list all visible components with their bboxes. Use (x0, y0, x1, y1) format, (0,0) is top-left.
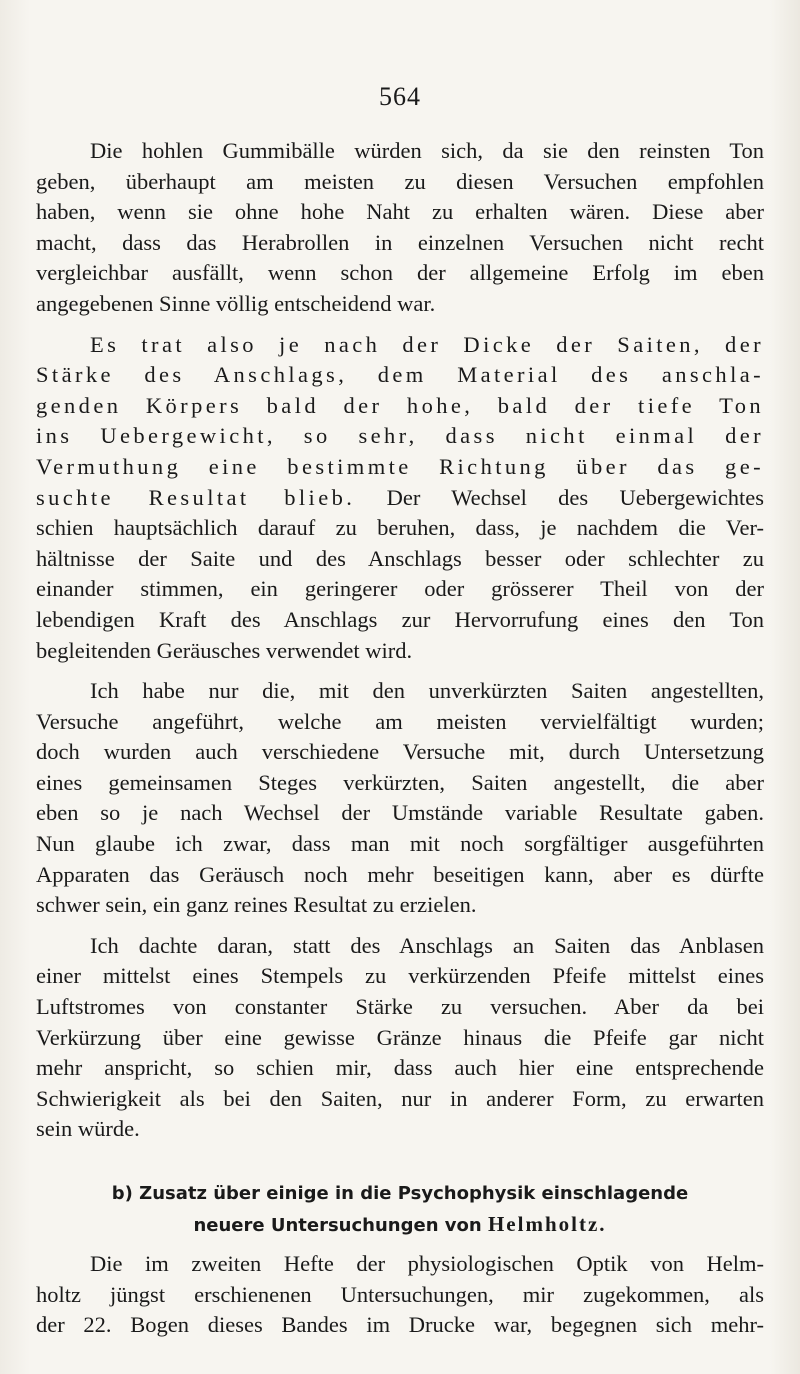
text-line: Apparaten das Geräusch noch mehr beseitigen kann, aber es dürfte (36, 861, 764, 887)
text-line: ins Uebergewicht, so sehr, dass nicht einmal der (36, 423, 764, 449)
text-line: Schwierigkeit als bei den Saiten, nur in anderer Form, zu erwarten (36, 1085, 764, 1111)
section-heading (60, 1178, 740, 1241)
text-line: schwer sein, ein ganz reines Resultat zu erzielen. (36, 892, 477, 918)
text-line: vergleichbar ausfällt, wenn schon der allgemeine Erfolg im eben (36, 260, 764, 286)
main-text (36, 136, 764, 1145)
page-number: 564 (379, 82, 421, 111)
text-line: Nun glaube ich zwar, dass man mit noch sorgfältiger ausgeführten (36, 831, 764, 857)
text-line: Luftstromes von constanter Stärke zu versuchen. Aber da bei (36, 994, 764, 1020)
text-line: mehr anspricht, so schien mir, dass auch hier eine entsprechende (36, 1055, 764, 1081)
text-line: Die hohlen Gummibälle würden sich, da sie den reinsten Ton (90, 138, 764, 163)
text-line: Stärke des Anschlags, dem Material des anschla- (36, 362, 764, 388)
text-fragment: Der Wechsel des Uebergewichtes (386, 484, 764, 510)
section-heading-line-1: b) Zusatz über einige in die Psychophysik einschlagende (111, 1183, 689, 1204)
text-line: genden Körpers bald der hohe, bald der tiefe Ton (36, 392, 764, 418)
paragraph-4 (36, 931, 764, 1145)
text-line: haben, wenn sie ohne hohe Naht zu erhalten wären. Diese aber (36, 199, 764, 225)
heading-text: neuere Untersuchungen von (193, 1215, 488, 1236)
text-line: macht, dass das Herabrollen in einzelnen Versuchen nicht recht (36, 229, 764, 255)
text-line: Es trat also je nach der Dicke der Saiten, der (90, 331, 764, 357)
text-line: doch wurden auch verschiedene Versuche mit, durch Untersetzung (36, 739, 764, 765)
spaced-text: suchte Resultat blieb. (36, 484, 356, 510)
text-line: lebendigen Kraft des Anschlags zur Hervorrufung eines den Ton (36, 606, 764, 632)
heading-author: Helmholtz. (487, 1212, 607, 1236)
text-line: schien hauptsächlich darauf zu beruhen, dass, je nachdem die Ver- (36, 515, 764, 541)
paragraph-1 (36, 136, 764, 320)
text-line: Ich habe nur die, mit den unverkürzten Saiten angestellten, (90, 678, 764, 704)
text-line: der 22. Bogen dieses Bandes im Drucke war, begegnen sich mehr- (36, 1312, 764, 1338)
text-line: begleitenden Geräusches verwendet wird. (36, 637, 413, 663)
text-line: holtz jüngst erschienenen Untersuchungen, mir zugekommen, als (36, 1281, 764, 1307)
text-line: einer mittelst eines Stempels zu verkürzenden Pfeife mittelst eines (36, 963, 764, 989)
text-line: Ich dachte daran, statt des Anschlags an Saiten das Anblasen (90, 932, 764, 958)
paragraph-3 (36, 676, 764, 921)
paragraph-2 (36, 330, 764, 667)
text-line: Die im zweiten Hefte der physiologischen Optik von Helm- (90, 1251, 764, 1276)
text-line (36, 483, 764, 514)
text-line: Versuche angeführt, welche am meisten vervielfältigt wurden; (36, 708, 764, 734)
text-line: geben, überhaupt am meisten zu diesen Versuchen empfohlen (36, 168, 764, 194)
text-line: einander stimmen, ein geringerer oder grösserer Theil von der (36, 576, 764, 602)
text-line: Vermuthung eine bestimmte Richtung über das ge- (36, 453, 764, 479)
text-line: eben so je nach Wechsel der Umstände variable Resultate gaben. (36, 800, 764, 826)
section-text (36, 1248, 764, 1340)
text-line: eines gemeinsamen Steges verkürzten, Saiten angestellt, die aber (36, 769, 764, 795)
text-line: angegebenen Sinne völlig entscheidend war. (36, 290, 436, 316)
text-line: Verkürzung über eine gewisse Gränze hinaus die Pfeife gar nicht (36, 1024, 764, 1050)
section-heading-line-2 (60, 1209, 740, 1241)
text-line: sein würde. (36, 1116, 140, 1142)
text-line: hältnisse der Saite und des Anschlags besser oder schlechter zu (36, 545, 764, 571)
